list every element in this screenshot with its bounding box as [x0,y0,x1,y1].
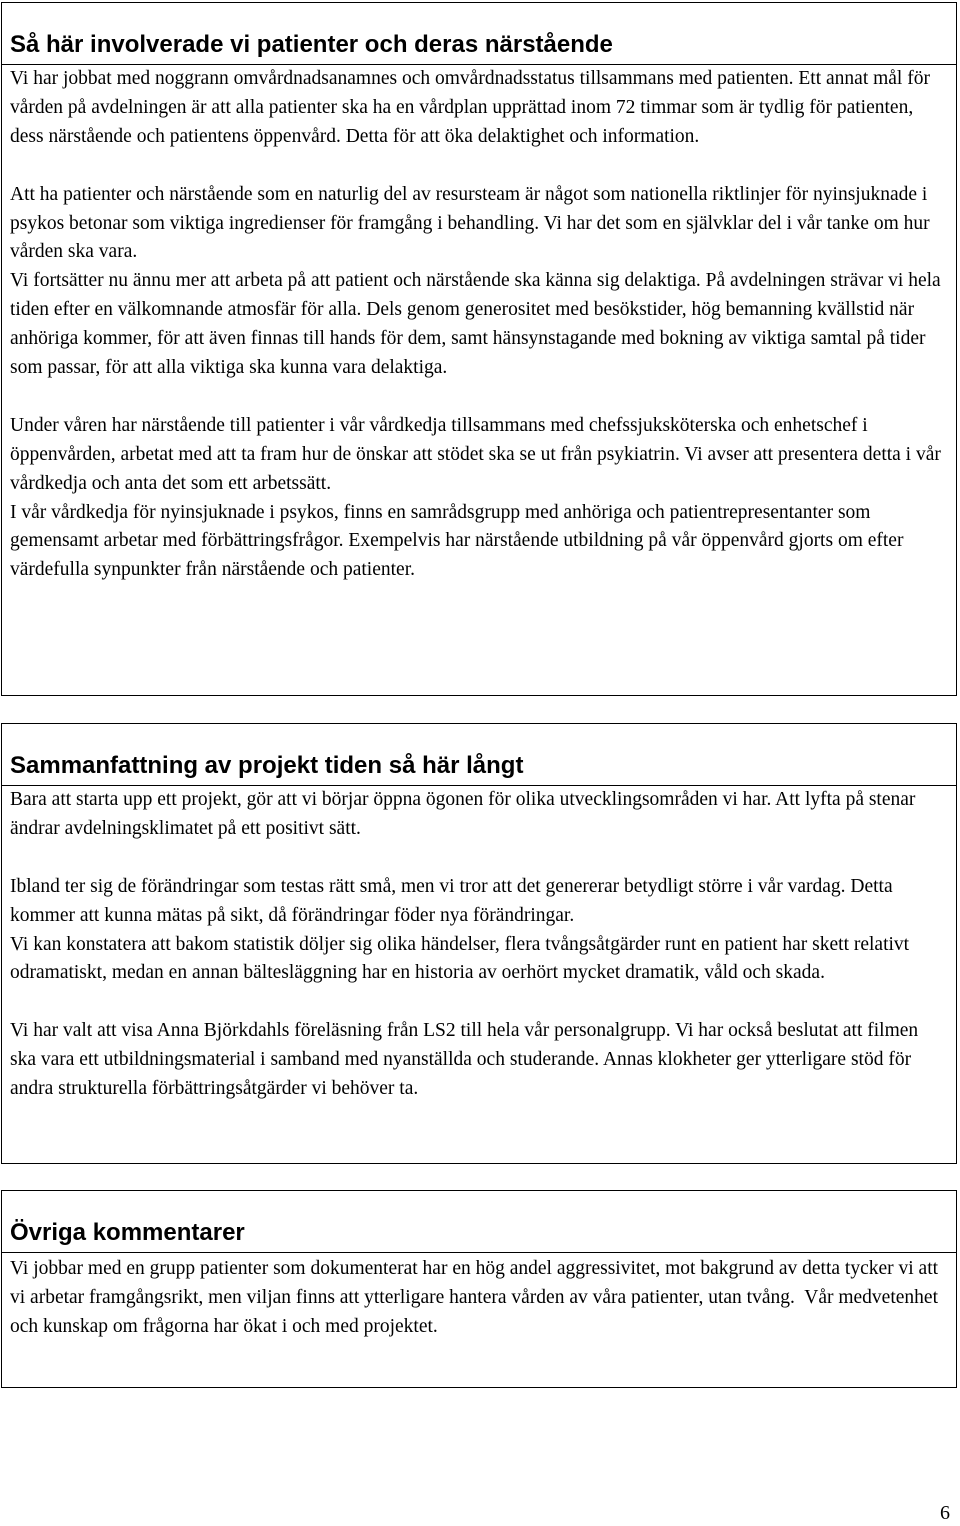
paragraph: Vi har jobbat med noggrann omvårdnadsanamnes och omvårdnadsstatus tillsammans med patienten. Ett annat mål för vården på avdelningen är att alla patienter ska ha en vårdplan upprättad inom 72 timmar som är tydlig för patienten, dess närstående och patientens öppenvård. Detta för att öka delaktighet och information. [10,68,930,147]
page-number: 6 [940,1502,950,1524]
paragraph: Vi har valt att visa Anna Björkdahls föreläsning från LS2 till hela vår personalgrupp. Vi har också beslutat att filmen ska vara ett utbildningsmaterial i samband med nyanställda och studerande. Annas klokheter ger ytterligare stöd för andra strukturella förbättringsåtgärder vi behöver ta. [10,1020,919,1100]
section-other-comments-heading: Övriga kommentarer [2,1191,956,1253]
section-other-comments-body [2,1253,956,1342]
section-summary-body [2,786,956,1104]
paragraph: Bara att starta upp ett projekt, gör att vi börjar öppna ögonen för olika utvecklingsområden vi har. Att lyfta på stenar ändrar avdelningsklimatet på ett positivt sätt. [10,789,916,839]
paragraph: Under våren har närstående till patienter i vår vårdkedja tillsammans med chefssjuksköterska och enhetschef i öppenvården, arbetat med att ta fram hur de önskar att stödet ska se ut från psykiatrin. Vi avser att presentera detta i vår vårdkedja och anta det som ett arbetssätt. [10,414,941,494]
paragraph: Vi fortsätter nu ännu mer att arbeta på att patient och närstående ska känna sig delaktiga. På avdelningen strävar vi hela tiden efter en välkomnande atmosfär för alla. Dels genom generositet med besökstider, hög bemanning kvällstid när anhöriga kommer, för att även finnas till hands för dem, samt hänsynstagande med bokning av viktiga samtal på tider som passar, för att alla viktiga ska kunna vara delaktiga. [10,270,941,379]
section-summary-heading: Sammanfattning av projekt tiden så här långt [2,724,956,786]
section-summary [1,723,957,1164]
section-other-comments [1,1190,957,1388]
paragraph: Att ha patienter och närstående som en naturlig del av resursteam är något som nationella riktlinjer för nyinsjuknade i psykos betonar som viktiga ingredienser för framgång i behandling. Vi har det som en självklar del i vår tanke om hur vården ska vara. [10,183,930,263]
section-involvement [1,2,957,696]
paragraph: I vår vårdkedja för nyinsjuknade i psykos, finns en samrådsgrupp med anhöriga och patientrepresentanter som gemensamt arbetar med förbättringsfrågor. Exempelvis har närstående utbildning på vår öppenvård gjorts om efter värdefulla synpunkter från närstående och patienter. [10,501,904,581]
section-involvement-heading: Så här involverade vi patienter och deras närstående [2,3,956,65]
paragraph: Vi jobbar med en grupp patienter som dokumenterat har en hög andel aggressivitet, mot bakgrund av detta tycker vi att vi arbetar framgångsrikt, men viljan finns att ytterligare hantera vården av våra patienter, utan tvång. Vår medvetenhet och kunskap om frågorna har ökat i och med projektet. [10,1258,943,1337]
paragraph: Ibland ter sig de förändringar som testas rätt små, men vi tror att det genererar betydligt större i vår vardag. Detta kommer att kunna mätas på sikt, då förändringar föder nya förändringar. [10,875,893,926]
paragraph: Vi kan konstatera att bakom statistik döljer sig olika händelser, flera tvångsåtgärder runt en patient har skett relativt odramatiskt, medan en annan bältesläggning har en historia av oerhört mycket dramatik, våld och skada. [10,933,910,984]
section-involvement-body [2,65,956,585]
